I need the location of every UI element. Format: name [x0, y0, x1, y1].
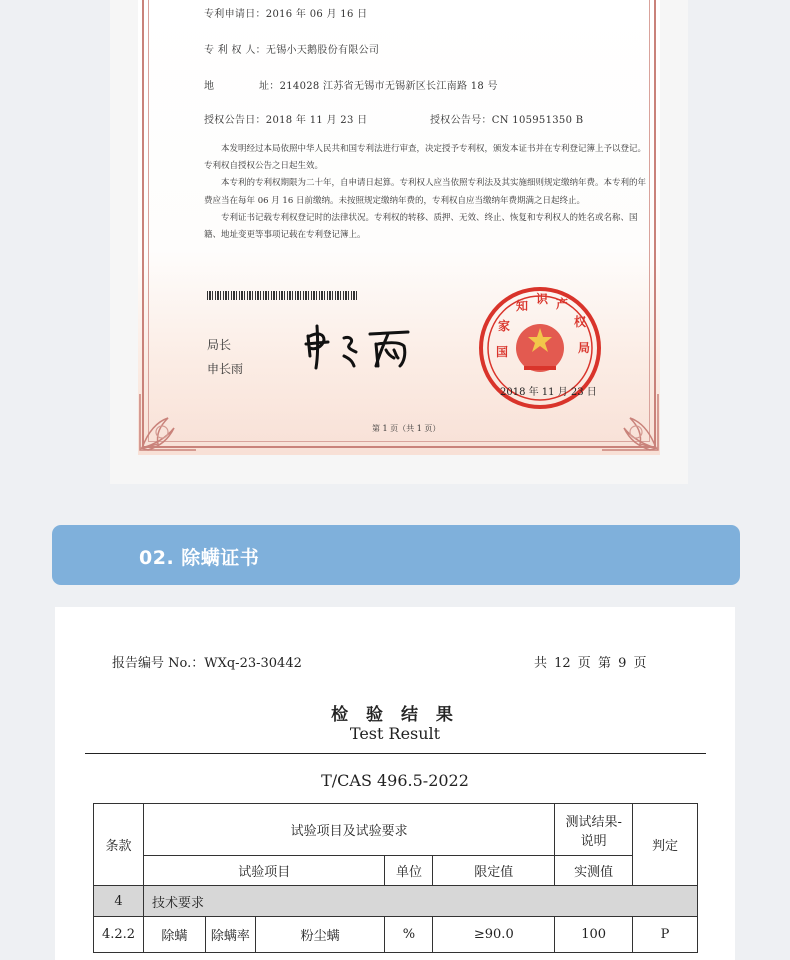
header-verdict: 判定 [633, 804, 698, 886]
cell-species: 粉尘螨 [255, 917, 385, 953]
table-header-row [94, 804, 698, 856]
header-result-line1: 测试结果- [565, 814, 622, 830]
header-test-item: 试验项目 [143, 856, 385, 886]
grant-date: 授权公告日：2018 年 11 月 23 日 [204, 115, 368, 126]
section-banner [52, 525, 740, 585]
table-group-row [94, 886, 698, 917]
table-row [94, 917, 698, 953]
header-clause: 条款 [94, 804, 144, 886]
header-items-requirements: 试验项目及试验要求 [143, 804, 554, 856]
section-title: 02. 除螨证书 [139, 547, 260, 569]
test-result-table [93, 803, 698, 953]
ornament-corner-right [600, 392, 660, 452]
report-title-cn: 检 验 结 果 [331, 705, 459, 725]
director-title: 局长 [207, 338, 232, 352]
svg-text:家: 家 [498, 319, 511, 333]
test-report-image [55, 607, 735, 960]
certificate-body-text [204, 141, 646, 244]
svg-text:产: 产 [556, 297, 569, 311]
patent-certificate-paper [138, 0, 660, 455]
report-page-info: 共 12 页 第 9 页 [534, 656, 647, 671]
body-paragraph: 本发明经过本局依照中华人民共和国专利法进行审查，决定授予专利权，颁发本证书并在专利登记簿上予以登记。专利权自授权公告之日起生效。 [204, 144, 647, 172]
grant-number: 授权公告号：CN 105951350 B [430, 115, 584, 126]
cell-item: 除螨 [143, 917, 205, 953]
cell-clause: 4.2.2 [94, 917, 144, 953]
group-label: 技术要求 [143, 886, 697, 917]
director-name: 申长雨 [207, 362, 244, 376]
report-divider [85, 753, 706, 754]
cell-limit: ≥90.0 [433, 917, 555, 953]
director-signature [304, 322, 434, 372]
report-standard: T/CAS 496.5-2022 [321, 771, 469, 790]
group-number: 4 [94, 886, 144, 917]
svg-text:知: 知 [516, 299, 529, 313]
svg-text:权: 权 [574, 315, 587, 329]
body-paragraph: 专利证书记载专利权登记时的法律状况。专利权的转移、质押、无效、终止、恢复和专利权人的姓名或名称、国籍、地址变更等事项记载在专利登记簿上。 [204, 212, 638, 241]
header-result [555, 804, 633, 856]
cell-measured: 100 [555, 917, 633, 953]
seal-date: 2018 年 11 月 23 日 [500, 387, 597, 398]
svg-text:识: 识 [536, 292, 549, 306]
patent-certificate-image [110, 0, 688, 484]
table-subheader-row [94, 856, 698, 886]
address-label: 地 [204, 81, 215, 92]
barcode [207, 291, 359, 300]
body-paragraph: 本专利的专利权期限为二十年，自申请日起算。专利权人应当依照专利法及其实施细则规定缴纳年费。本专利的年费应当在每年 06 月 16 日前缴纳。未按照规定缴纳年费的，专利权自应当缴纳年费期满之日起终止。 [204, 178, 647, 206]
svg-text:国: 国 [496, 345, 509, 359]
header-limit: 限定值 [433, 856, 555, 886]
application-date: 专利申请日：2016 年 06 月 16 日 [204, 9, 368, 20]
ornament-corner-left [138, 392, 198, 452]
svg-text:局: 局 [578, 341, 591, 355]
patentee: 专 利 权 人：无锡小天鹅股份有限公司 [204, 45, 380, 56]
certificate-page-note: 第 1 页（共 1 页） [372, 424, 441, 433]
address-value: 址：214028 江苏省无锡市无锡新区长江南路 18 号 [259, 81, 498, 92]
header-measured: 实测值 [555, 856, 633, 886]
cell-verdict: P [633, 917, 698, 953]
cell-sub-item: 除螨率 [205, 917, 255, 953]
cell-unit: % [385, 917, 433, 953]
report-title-en: Test Result [349, 724, 441, 743]
header-result-line2: 说明 [580, 833, 607, 849]
header-unit: 单位 [385, 856, 433, 886]
report-number: 报告编号 No.：WXq-23-30442 [112, 656, 302, 671]
